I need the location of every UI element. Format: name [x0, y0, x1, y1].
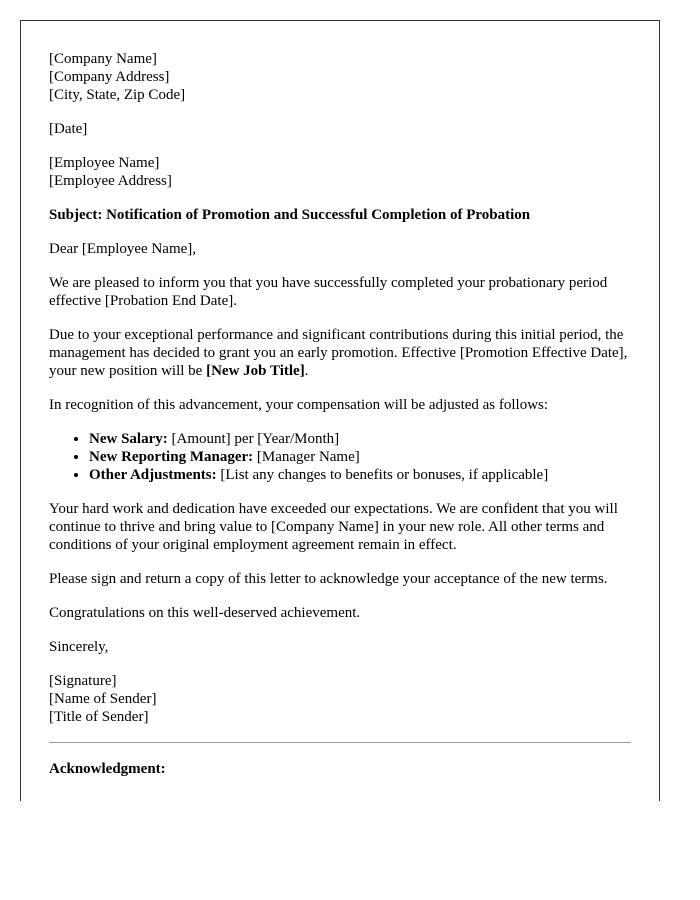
body-paragraph-congratulations: Congratulations on this well-deserved achievement.	[49, 605, 361, 621]
divider	[49, 742, 631, 743]
letter-document	[20, 20, 660, 801]
salutation: Dear [Employee Name],	[49, 241, 197, 257]
letter-date: [Date]	[49, 121, 88, 137]
body-paragraph-appreciation: Your hard work and dedication have exceeded our expectations. We are confident that you will continue to thrive and bring value to [Company Name] in your new role. All other terms and conditions of your original employment agreement remain in effect.	[49, 501, 618, 553]
body-paragraph-sign-return: Please sign and return a copy of this letter to acknowledge your acceptance of the new terms.	[49, 571, 608, 587]
body-paragraph-compensation-intro: In recognition of this advancement, your compensation will be adjusted as follows:	[49, 397, 549, 413]
recipient-address-block	[49, 154, 631, 190]
new-job-title: [New Job Title]	[206, 363, 305, 379]
sender-title: [Title of Sender]	[49, 709, 149, 725]
subject-line: Subject: Notification of Promotion and Successful Completion of Probation	[49, 207, 531, 223]
body-paragraph-promotion	[49, 326, 631, 380]
adjustment-value: [Manager Name]	[253, 449, 360, 465]
adjustment-label: New Reporting Manager:	[89, 449, 254, 465]
body-paragraph-probation: We are pleased to inform you that you have successfully completed your probationary period effective [Probation End Date].	[49, 275, 608, 309]
signature-block	[49, 672, 631, 726]
promotion-text-end: .	[304, 363, 309, 379]
company-address: [Company Address]	[49, 69, 170, 85]
adjustment-value: [Amount] per [Year/Month]	[167, 431, 340, 447]
promotion-text: Due to your exceptional performance and significant contributions during this initial period, the management has decided to grant you an early promotion. Effective [Promotion Effective Date], your new position will be	[49, 327, 628, 379]
adjustment-label: Other Adjustments:	[89, 467, 217, 483]
employee-name: [Employee Name]	[49, 155, 160, 171]
list-item-other-adjustments	[89, 466, 631, 484]
sender-address-block	[49, 50, 631, 104]
employee-address: [Employee Address]	[49, 173, 172, 189]
date-line	[49, 120, 631, 138]
closing: Sincerely,	[49, 639, 109, 655]
sender-name: [Name of Sender]	[49, 691, 157, 707]
company-name: [Company Name]	[49, 51, 157, 67]
list-item-new-reporting-manager	[89, 448, 631, 466]
city-state-zip: [City, State, Zip Code]	[49, 87, 186, 103]
acknowledgment-heading: Acknowledgment:	[49, 761, 166, 777]
adjustment-value: [List any changes to benefits or bonuses, if applicable]	[216, 467, 549, 483]
signature-placeholder: [Signature]	[49, 673, 117, 689]
list-item-new-salary	[89, 430, 631, 448]
adjustments-list	[49, 430, 631, 484]
adjustment-label: New Salary:	[89, 431, 168, 447]
